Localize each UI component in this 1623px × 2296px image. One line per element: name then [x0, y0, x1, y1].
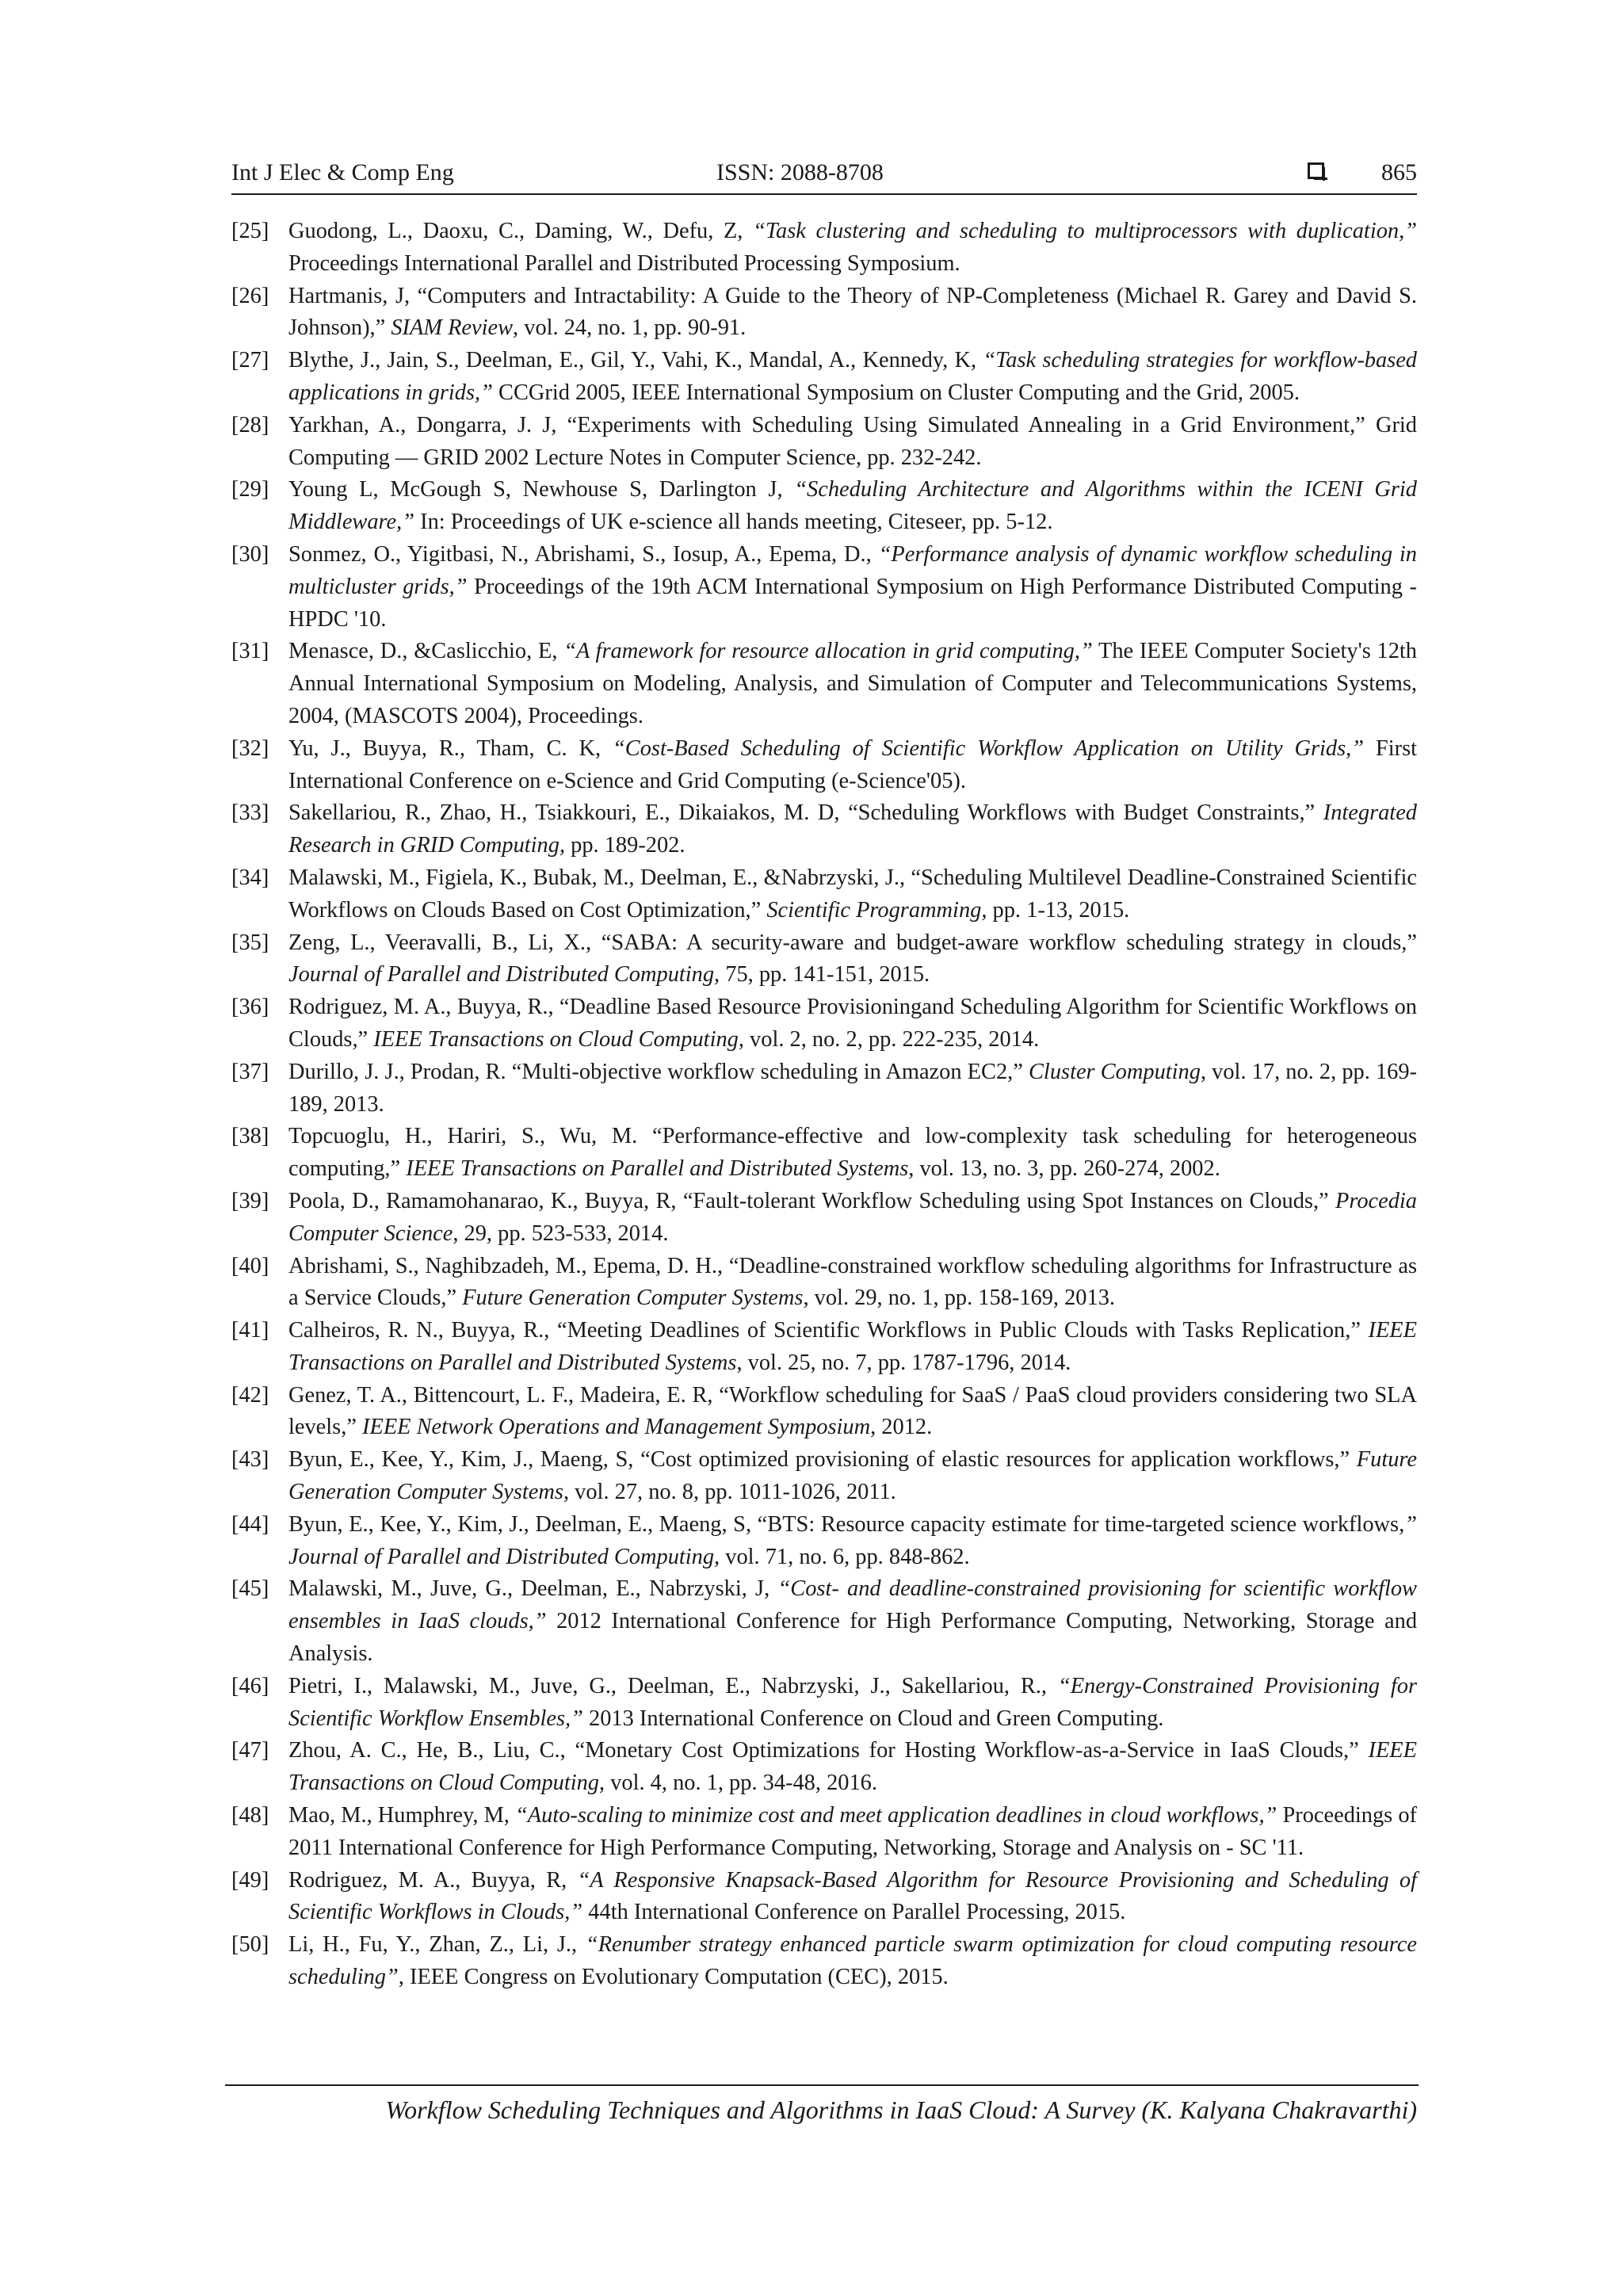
reference-item	[231, 1251, 1417, 1316]
reference-item	[231, 1186, 1417, 1251]
checkbox-square-icon	[1308, 162, 1324, 179]
reference-source-text: First International Conference on e-Science and Grid Computing (e-Science'05).	[288, 735, 1417, 793]
reference-authors-text: Durillo, J. J., Prodan, R. “Multi-objective workflow scheduling in Amazon EC2,”	[288, 1059, 1029, 1084]
reference-authors-text: Byun, E., Kee, Y., Kim, J., Maeng, S, “Cost optimized provisioning of elastic resources for application workflows,”	[288, 1447, 1357, 1473]
reference-source-text: In: Proceedings of UK e-science all hands meeting, Citeseer, pp. 5-12.	[414, 510, 1053, 535]
journal-name: Int J Elec & Comp Eng	[231, 159, 454, 185]
reference-item	[231, 1315, 1417, 1380]
reference-source-text: The IEEE Computer Society's 12th Annual International Symposium on Modeling, Analysis, and Simulation of Computer and Telecommunications Systems, 2004, (MASCOTS 2004), Proceedings.	[288, 639, 1417, 728]
reference-text	[288, 1444, 1417, 1509]
reference-text	[288, 474, 1417, 539]
reference-source-text: 44th International Conference on Parallel Processing, 2015.	[582, 1900, 1126, 1925]
reference-authors-text: Malawski, M., Figiela, K., Bubak, M., Deelman, E., &Nabrzyski, J., “Scheduling Multilevel Deadline-Constrained Scientific Workflows on Clouds Based on Cost Optimization,”	[288, 865, 1417, 923]
reference-number: [34]	[231, 865, 269, 890]
reference-text	[288, 1186, 1417, 1251]
reference-number: [39]	[231, 1188, 269, 1213]
reference-number: [35]	[231, 930, 269, 955]
reference-item	[231, 862, 1417, 927]
reference-item	[231, 1056, 1417, 1121]
reference-text	[288, 1315, 1417, 1380]
reference-number: [46]	[231, 1673, 269, 1698]
reference-number: [50]	[231, 1932, 269, 1958]
reference-number: [31]	[231, 639, 269, 664]
reference-item	[231, 281, 1417, 346]
reference-item	[231, 1865, 1417, 1930]
reference-number: [30]	[231, 541, 269, 567]
reference-title-italic: “Performance analysis of dynamic workflow scheduling in multicluster grids,”	[288, 541, 1417, 599]
reference-source-text: pp. 189-202.	[565, 833, 685, 858]
reference-title-italic: IEEE Transactions on Parallel and Distributed Systems	[406, 1156, 909, 1182]
reference-authors-text: Abrishami, S., Naghibzadeh, M., Epema, D. H., “Deadline-constrained workflow scheduling algorithms for Infrastructure as a Service Clouds,”	[288, 1253, 1417, 1311]
reference-title-italic: IEEE Transactions on Cloud Computing	[373, 1026, 739, 1052]
reference-text	[288, 1573, 1417, 1670]
reference-title-italic: “Energy-Constrained Provisioning for Scientific Workflow Ensembles,”	[288, 1673, 1417, 1731]
reference-text	[288, 1865, 1417, 1930]
reference-title-italic: IEEE Network Operations and Management Symposium	[362, 1415, 871, 1440]
reference-text	[288, 862, 1417, 927]
reference-authors-text: Topcuoglu, H., Hariri, S., Wu, M. “Performance-effective and low-complexity task scheduling for heterogeneous computing,”	[288, 1124, 1417, 1182]
reference-item	[231, 1380, 1417, 1445]
reference-source-text: , IEEE Congress on Evolutionary Computation (CEC), 2015.	[398, 1965, 949, 1990]
reference-item	[231, 1735, 1417, 1800]
reference-authors-text: Mao, M., Humphrey, M,	[288, 1803, 516, 1828]
reference-title-italic: Scientific Programming,	[766, 897, 987, 923]
reference-number: [36]	[231, 995, 269, 1020]
reference-title-italic: SIAM Review	[391, 315, 514, 341]
reference-title-italic: “Cost-Based Scheduling of Scientific Workflow Application on Utility Grids,”	[613, 735, 1365, 761]
reference-item	[231, 1800, 1417, 1865]
reference-authors-text: Poola, D., Ramamohanarao, K., Buyya, R, “Fault-tolerant Workflow Scheduling using Spot Instances on Clouds,”	[288, 1188, 1335, 1213]
reference-authors-text: Sonmez, O., Yigitbasi, N., Abrishami, S., Iosup, A., Epema, D.,	[288, 541, 879, 567]
reference-number: [44]	[231, 1511, 269, 1537]
reference-text	[288, 1735, 1417, 1800]
reference-text	[288, 1800, 1417, 1865]
reference-title-italic: Future Generation Computer Systems	[462, 1286, 804, 1311]
reference-item	[231, 1509, 1417, 1574]
reference-source-text: , 2012.	[870, 1415, 933, 1440]
reference-text	[288, 991, 1417, 1056]
reference-number: [37]	[231, 1059, 269, 1084]
reference-item	[231, 927, 1417, 992]
reference-source-text: 2012 International Conference for High Performance Computing, Networking, Storage and Analysis.	[288, 1609, 1418, 1667]
reference-number: [28]	[231, 412, 269, 437]
reference-authors-text: Sakellariou, R., Zhao, H., Tsiakkouri, E., Dikaiakos, M. D, “Scheduling Workflows with Budget Constraints,”	[288, 800, 1323, 826]
reference-authors-text: Byun, E., Kee, Y., Kim, J., Deelman, E., Maeng, S, “BTS: Resource capacity estimate for time-targeted science workflows	[288, 1511, 1400, 1537]
reference-source-text: Proceedings of 2011 International Conference for High Performance Computing, Networking, Storage and Analysis on - SC '11.	[288, 1803, 1417, 1860]
reference-text	[288, 1509, 1417, 1574]
reference-number: [26]	[231, 283, 269, 308]
reference-text	[288, 1380, 1417, 1445]
reference-text	[288, 345, 1417, 410]
reference-authors-text: Calheiros, R. N., Buyya, R., “Meeting Deadlines of Scientific Workflows in Public Clouds with Tasks Replication,”	[288, 1318, 1369, 1343]
reference-number: [49]	[231, 1867, 269, 1893]
reference-text	[288, 797, 1417, 862]
reference-source-text: , 29, pp. 523-533, 2014.	[453, 1221, 669, 1246]
reference-number: [43]	[231, 1447, 269, 1473]
reference-source-text: pp. 1-13, 2015.	[987, 897, 1130, 923]
issn-label: ISSN: 2088-8708	[716, 159, 884, 185]
reference-source-text: , vol. 17, no. 2, pp. 169-189, 2013.	[288, 1059, 1418, 1117]
reference-authors-text: Pietri, I., Malawski, M., Juve, G., Deelman, E., Nabrzyski, J., Sakellariou, R.,	[288, 1673, 1058, 1698]
reference-text	[288, 636, 1417, 732]
reference-title-italic: Cluster Computing	[1029, 1059, 1201, 1084]
reference-source-text: 2013 International Conference on Cloud and Green Computing.	[582, 1706, 1164, 1731]
reference-item	[231, 1121, 1417, 1186]
reference-title-italic: Integrated Research in GRID Computing,	[288, 800, 1417, 858]
reference-authors-text: Hartmanis, J, “Computers and Intractability: A Guide to the Theory of NP-Completeness (Michael R. Garey and David S. Johnson),”	[288, 283, 1417, 341]
reference-title-italic: “A framework for resource allocation in grid computing,”	[563, 639, 1093, 664]
header-divider	[231, 193, 1417, 195]
page-number: 865	[1381, 159, 1417, 185]
reference-source-text: , vol. 13, no. 3, pp. 260-274, 2002.	[908, 1156, 1220, 1182]
reference-authors-text: Li, H., Fu, Y., Zhan, Z., Li, J.,	[288, 1932, 586, 1958]
reference-source-text: , vol. 2, no. 2, pp. 222-235, 2014.	[738, 1026, 1040, 1052]
reference-text	[288, 927, 1417, 992]
reference-item	[231, 539, 1417, 636]
page-header	[231, 152, 1417, 193]
reference-title-italic: “Cost- and deadline-constrained provisioning for scientific workflow ensembles in IaaS clouds,”	[288, 1576, 1417, 1634]
reference-title-italic: IEEE Transactions on Parallel and Distributed Systems	[288, 1318, 1417, 1375]
reference-title-italic: “Task scheduling strategies for workflow-based applications in grids,”	[288, 348, 1418, 405]
reference-item	[231, 1671, 1417, 1736]
reference-authors-text: Blythe, J., Jain, S., Deelman, E., Gil, Y., Vahi, K., Mandal, A., Kennedy, K,	[288, 348, 983, 373]
reference-text	[288, 733, 1417, 798]
reference-number: [38]	[231, 1124, 269, 1149]
reference-text	[288, 216, 1417, 281]
reference-title-italic: Future Generation Computer Systems	[288, 1447, 1417, 1505]
reference-authors-text: Yarkhan, A., Dongarra, J. J, “Experiments with Scheduling Using Simulated Annealing in a Grid Environment,” Grid Computing — GRID 2002 Lecture Notes in Computer Science, pp. 232-242.	[288, 412, 1417, 470]
reference-source-text: vol. 71, no. 6, pp. 848-862.	[720, 1544, 970, 1569]
reference-authors-text: Zeng, L., Veeravalli, B., Li, X., “SABA: A security-aware and budget-aware workflow scheduling strategy in clouds,”	[288, 930, 1417, 955]
reference-number: [40]	[231, 1253, 269, 1278]
reference-item	[231, 1929, 1417, 1994]
reference-source-text: , vol. 25, no. 7, pp. 1787-1796, 2014.	[736, 1350, 1071, 1375]
reference-source-text: , vol. 24, no. 1, pp. 90-91.	[513, 315, 747, 341]
page-footer: Workflow Scheduling Techniques and Algorithms in IaaS Cloud: A Survey (K. Kalyana Chakravarthi)	[385, 2095, 1417, 2124]
reference-title-italic: Procedia Computer Science	[288, 1188, 1417, 1246]
reference-text	[288, 410, 1417, 475]
reference-text	[288, 1056, 1417, 1121]
reference-number: [29]	[231, 477, 269, 502]
reference-title-italic: ,” Journal of Parallel and Distributed Computing,	[288, 1511, 1417, 1569]
reference-number: [47]	[231, 1738, 269, 1763]
reference-item	[231, 1444, 1417, 1509]
reference-item	[231, 636, 1417, 732]
reference-number: [45]	[231, 1576, 269, 1602]
reference-text	[288, 281, 1417, 346]
reference-text	[288, 1671, 1417, 1736]
reference-number: [42]	[231, 1382, 269, 1408]
reference-source-text: Proceedings International Parallel and Distributed Processing Symposium.	[288, 250, 960, 276]
reference-number: [48]	[231, 1803, 269, 1828]
reference-authors-text: Menasce, D., &Caslicchio, E,	[288, 639, 564, 664]
reference-title-italic: IEEE Transactions on Cloud Computing	[288, 1738, 1417, 1796]
reference-text	[288, 539, 1417, 636]
reference-title-italic: “A Responsive Knapsack-Based Algorithm for Resource Provisioning and Scheduling of Scientific Workflows in Clouds,”	[288, 1867, 1417, 1925]
reference-text	[288, 1251, 1417, 1316]
reference-text	[288, 1121, 1417, 1186]
reference-source-text: CCGrid 2005, IEEE International Symposium on Cluster Computing and the Grid, 2005.	[492, 380, 1300, 405]
reference-item	[231, 474, 1417, 539]
reference-item	[231, 345, 1417, 410]
reference-item	[231, 797, 1417, 862]
reference-number: [32]	[231, 735, 269, 761]
reference-item	[231, 991, 1417, 1056]
footer-divider	[225, 2084, 1419, 2086]
reference-authors-text: Rodriguez, M. A., Buyya, R,	[288, 1867, 578, 1893]
reference-authors-text: Genez, T. A., Bittencourt, L. F., Madeira, E. R, “Workflow scheduling for SaaS / PaaS cloud providers considering two SLA levels,”	[288, 1382, 1417, 1440]
reference-title-italic: “Scheduling Architecture and Algorithms within the ICENI Grid Middleware,”	[288, 477, 1417, 535]
reference-source-text: , vol. 4, no. 1, pp. 34-48, 2016.	[599, 1771, 877, 1796]
reference-authors-text: Young L, McGough S, Newhouse S, Darlington J,	[288, 477, 795, 502]
reference-title-italic: “Task clustering and scheduling to multiprocessors with duplication,”	[753, 219, 1417, 243]
reference-number: [27]	[231, 348, 269, 373]
reference-source-text: , vol. 29, no. 1, pp. 158-169, 2013.	[803, 1286, 1115, 1311]
reference-item	[231, 733, 1417, 798]
reference-item	[231, 1573, 1417, 1670]
reference-number: [25]	[231, 219, 269, 243]
reference-authors-text: Guodong, L., Daoxu, C., Daming, W., Defu, Z,	[288, 219, 754, 243]
reference-number: [33]	[231, 800, 269, 826]
reference-authors-text: Zhou, A. C., He, B., Liu, C., “Monetary Cost Optimizations for Hosting Workflow-as-a-Service in IaaS Clouds,”	[288, 1738, 1369, 1763]
reference-authors-text: Yu, J., Buyya, R., Tham, C. K,	[288, 735, 613, 761]
reference-authors-text: Rodriguez, M. A., Buyya, R., “Deadline Based Resource Provisioningand Scheduling Algorithm for Scientific Workflows on Clouds,”	[288, 995, 1417, 1052]
reference-text	[288, 1929, 1417, 1994]
reference-number: [41]	[231, 1318, 269, 1343]
reference-item	[231, 410, 1417, 475]
reference-title-italic: Journal of Parallel and Distributed Computing,	[288, 962, 720, 988]
reference-item	[231, 216, 1417, 281]
reference-title-italic: “Renumber strategy enhanced particle swarm optimization for cloud computing resource scheduling”	[288, 1932, 1417, 1990]
reference-list	[231, 216, 1417, 1994]
reference-source-text: 75, pp. 141-151, 2015.	[720, 962, 930, 988]
reference-authors-text: Malawski, M., Juve, G., Deelman, E., Nabrzyski, J,	[288, 1576, 778, 1602]
reference-title-italic: “Auto-scaling to minimize cost and meet application deadlines in cloud workflows,”	[515, 1803, 1277, 1828]
reference-source-text: , vol. 27, no. 8, pp. 1011-1026, 2011.	[563, 1480, 896, 1505]
reference-source-text: Proceedings of the 19th ACM International Symposium on High Performance Distributed Computing - HPDC '10.	[288, 574, 1417, 632]
